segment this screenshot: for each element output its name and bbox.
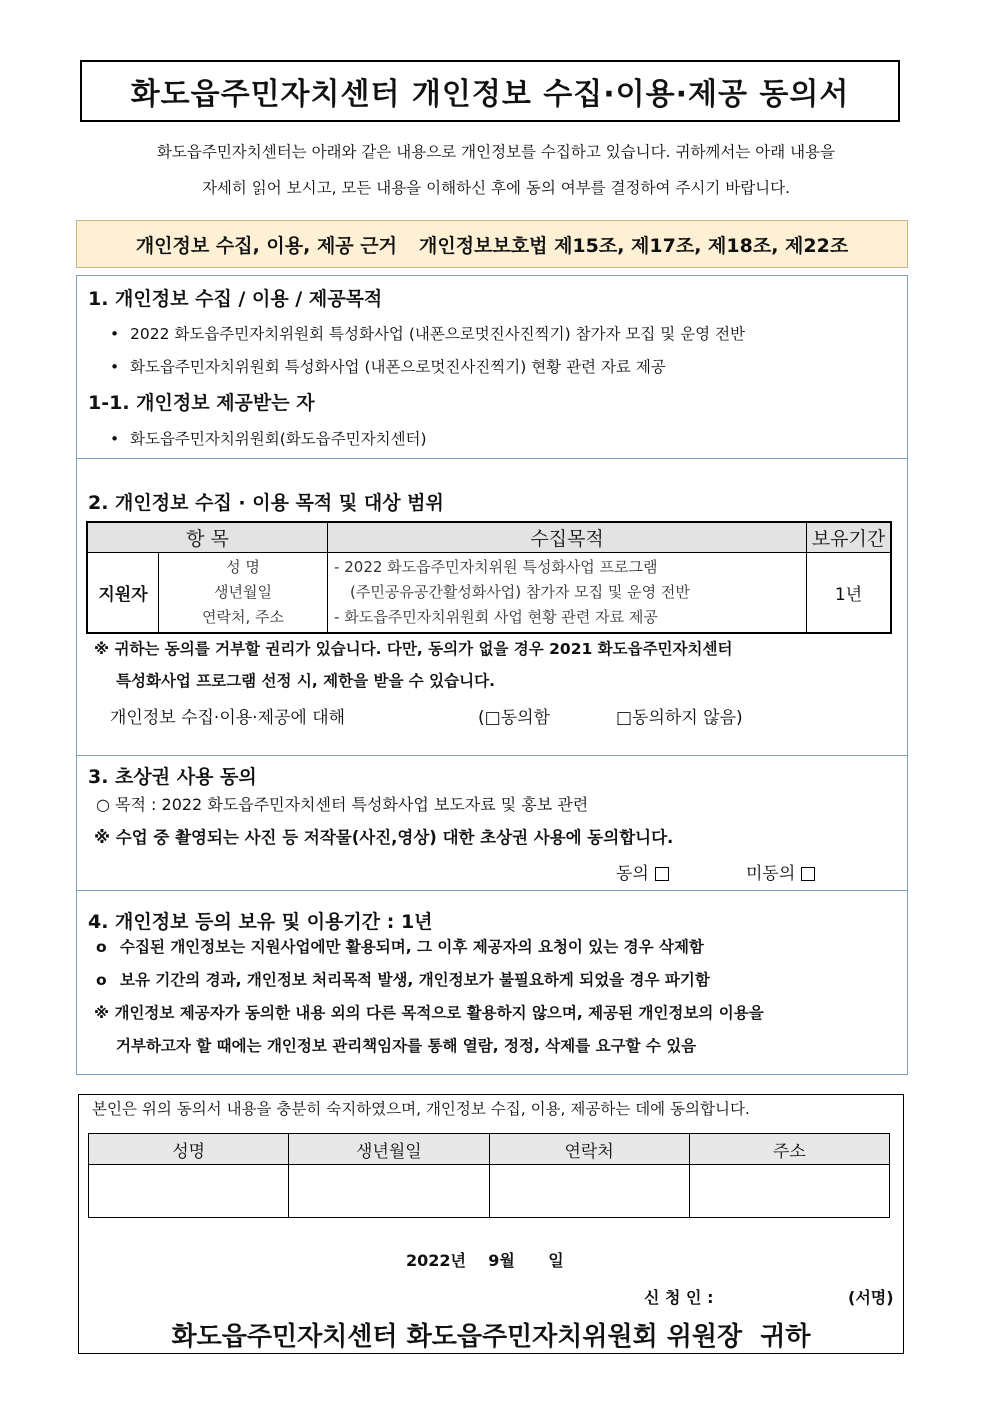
intro-line-1: 화도읍주민자치센터는 아래와 같은 내용으로 개인정보를 수집하고 있습니다. 귀하께서는 아래 내용을 — [156, 143, 836, 161]
section1-sub-heading: 1-1. 개인정보 제공받는 자 — [88, 392, 315, 414]
portrait-agree-option[interactable]: 동의 — [616, 859, 669, 884]
section3-heading: 3. 초상권 사용 동의 — [88, 766, 257, 788]
section1-item: • 2022 화도읍주민자치위원회 특성화사업 (내폰으로멋진사진찍기) 참가자 모집 및 운영 전반 — [110, 325, 746, 343]
agreement-statement: 본인은 위의 동의서 내용을 충분히 숙지하였으며, 개인정보 수집, 이용, 제공하는 데에 동의합니다. — [92, 1100, 750, 1118]
column-header: 주소 — [689, 1134, 889, 1165]
section4-note-1: ※ 개인정보 제공자가 동의한 내용 외의 다른 목적으로 활용하지 않으며, 제공된 개인정보의 이용을 — [94, 1004, 764, 1022]
table-header: 항 목 — [87, 522, 328, 553]
collection-purpose-table — [86, 521, 892, 634]
legal-basis-banner — [76, 220, 908, 268]
retention-period: 1년 — [807, 553, 891, 633]
section3-note: ※ 수업 중 촬영되는 사진 등 저작물(사진,영상) 대한 초상권 사용에 동의합니다. — [94, 828, 674, 847]
contact-field[interactable] — [489, 1165, 689, 1218]
section1-sub-item: • 화도읍주민자치위원회(화도읍주민자치센터) — [110, 430, 427, 448]
section-divider — [76, 890, 908, 891]
intro-line-2: 자세히 읽어 보시고, 모든 내용을 이해하신 후에 동의 여부를 결정하여 주시기 바랍니다. — [201, 179, 791, 197]
section4-item: o 보유 기간의 경과, 개인정보 처리목적 발생, 개인정보가 불필요하게 되었을 경우 파기함 — [96, 971, 710, 989]
applicant-info-table — [88, 1133, 890, 1218]
date-line: 2022년 9월 일 — [406, 1251, 564, 1270]
recipient-line: 화도읍주민자치센터 화도읍주민자치위원회 위원장 귀하 — [171, 1322, 811, 1352]
column-header: 생년월일 — [289, 1134, 489, 1165]
applicant-label: 신 청 인 : — [644, 1288, 714, 1307]
legal-basis-label: 개인정보 수집, 이용, 제공 근거 — [135, 234, 397, 257]
section2-heading: 2. 개인정보 수집 · 이용 목적 및 대상 범위 — [88, 492, 444, 514]
section-divider — [76, 458, 908, 459]
disagree-checkbox[interactable]: □동의하지 않음) — [616, 708, 743, 728]
section-divider — [76, 755, 908, 756]
section4-note-2: 거부하고자 할 때에는 개인정보 관리책임자를 통해 열람, 정정, 삭제를 요구할 수 있음 — [116, 1037, 697, 1055]
birthdate-field[interactable] — [289, 1165, 489, 1218]
column-header: 성명 — [89, 1134, 289, 1165]
purpose-list: - 2022 화도읍주민자치위원 특성화사업 프로그램 (주민공유공간활성화사업) 참가자 모집 및 운영 전반 - 화도읍주민자치위원회 사업 현황 관련 자료 제공 — [328, 553, 807, 633]
signature-mark: (서명) — [848, 1288, 894, 1307]
column-header: 연락처 — [489, 1134, 689, 1165]
address-field[interactable] — [689, 1165, 889, 1218]
section4-heading: 4. 개인정보 등의 보유 및 이용기간 : 1년 — [88, 911, 433, 933]
section4-item: o 수집된 개인정보는 지원사업에만 활용되며, 그 이후 제공자의 요청이 있는 경우 삭제함 — [96, 938, 704, 956]
checkbox-icon[interactable] — [801, 867, 815, 881]
row-label: 지원자 — [87, 553, 159, 633]
checkbox-icon[interactable] — [655, 867, 669, 881]
section1-heading: 1. 개인정보 수집 / 이용 / 제공목적 — [88, 288, 383, 310]
name-field[interactable] — [89, 1165, 289, 1218]
page-title: 화도읍주민자치센터 개인정보 수집·이용·제공 동의서 — [80, 60, 900, 122]
table-header: 수집목적 — [328, 522, 807, 553]
section3-purpose: ○ 목적 : 2022 화도읍주민자치센터 특성화사업 보도자료 및 홍보 관련 — [96, 795, 589, 814]
field-list: 성 명 생년월일 연락처, 주소 — [159, 553, 328, 633]
consent-question: 개인정보 수집·이용·제공에 대해 — [110, 708, 346, 728]
portrait-disagree-option[interactable]: 미동의 — [746, 859, 815, 884]
legal-basis-law: 개인정보보호법 제15조, 제17조, 제18조, 제22조 — [418, 234, 849, 257]
section2-note-1: ※ 귀하는 동의를 거부할 권리가 있습니다. 다만, 동의가 없을 경우 2021 화도읍주민자치센터 — [94, 640, 733, 658]
table-header: 보유기간 — [807, 522, 891, 553]
agree-checkbox[interactable]: (□동의함 — [478, 708, 550, 728]
section2-note-2: 특성화사업 프로그램 선정 시, 제한을 받을 수 있습니다. — [116, 672, 495, 690]
section1-item: • 화도읍주민자치위원회 특성화사업 (내폰으로멋진사진찍기) 현황 관련 자료 제공 — [110, 358, 666, 376]
